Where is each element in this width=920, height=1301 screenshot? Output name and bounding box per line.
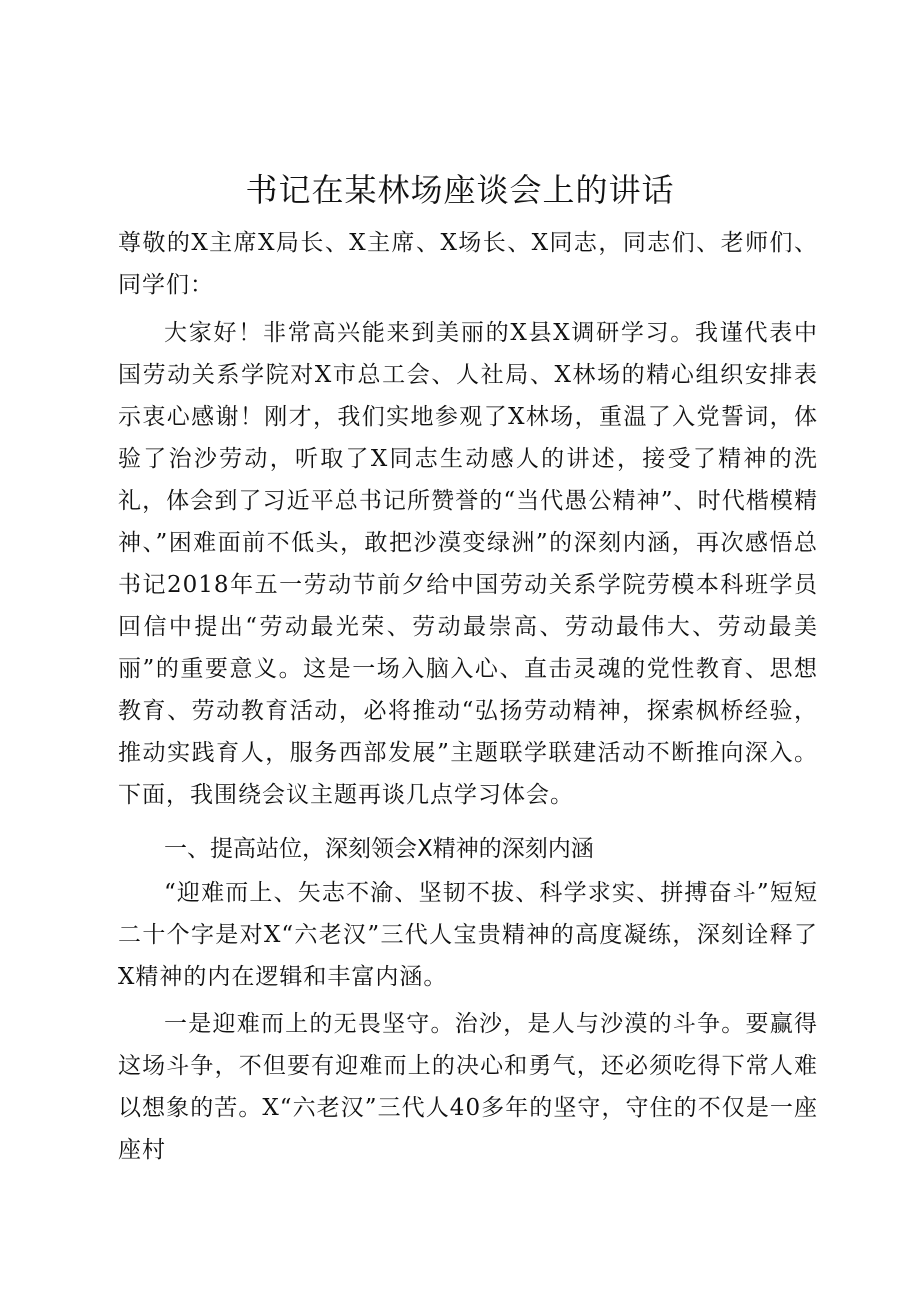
document-title: 书记在某林场座谈会上的讲话	[245, 171, 675, 209]
section-heading: 一、提高站位，深刻领会X精神的深刻内涵	[164, 836, 594, 862]
paragraph-intro: 大家好！非常高兴能来到美丽的X县X调研学习。我谨代表中国劳动关系学院对X市总工会、人社局、X林场的精心组织安排表示衷心感谢！刚才，我们实地参观了X林场，重温了入党誓词，体验了治沙劳动，听取了X同志生动感人的讲述，接受了精神的洗礼，体会到了习近平总书记所赞誉的“当代愚公精神”、时代楷模精神、”困难面前不低头，敢把沙漠变绿洲”的深刻内涵，再次感悟总书记2018年五一劳动节前夕给中国劳动关系学院劳模本科班学员回信中提出“劳动最光荣、劳动最崇高、劳动最伟大、劳动最美丽”的重要意义。这是一场入脑入心、直击灵魂的党性教育、思想教育、劳动教育活动，必将推动“弘扬劳动精神，探索枫桥经验，推动实践育人，服务西部发展”主题联学联建活动不断推向深入。下面，我围绕会议主题再谈几点学习体会。	[118, 320, 818, 808]
paragraph-section-2: 一是迎难而上的无畏坚守。治沙，是人与沙漠的斗争。要赢得这场斗争，不但要有迎难而上的决心和勇气，还必须吃得下常人难以想象的苦。X“六老汉”三代人40多年的坚守，守住的不仅是一座座村	[118, 1011, 818, 1163]
salutation: 尊敬的X主席X局长、X主席、X场长、X同志，同志们、老师们、同学们：	[118, 230, 818, 298]
paragraph-section-1: “迎难而上、矢志不渝、坚韧不拔、科学求实、拼搏奋斗”短短二十个字是对X“六老汉”三代人宝贵精神的高度凝练，深刻诠释了X精神的内在逻辑和丰富内涵。	[118, 880, 818, 990]
